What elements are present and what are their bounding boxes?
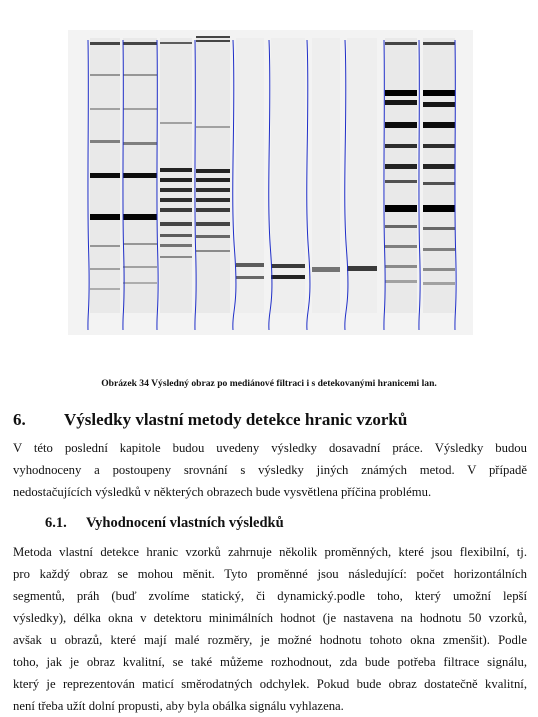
- gel-band: [196, 222, 230, 226]
- subsection-title: Vyhodnocení vlastních výsledků: [86, 515, 284, 531]
- gel-band: [196, 235, 230, 238]
- gel-band: [196, 208, 230, 212]
- lane-body: [423, 38, 455, 313]
- gel-band: [385, 180, 417, 183]
- gel-band: [160, 122, 192, 124]
- gel-band: [160, 234, 192, 237]
- paragraph-line: avšak u obrazů, které mají malé rozměry, je možné hodnotu tohoto okna zmenšit). Podle: [13, 633, 527, 647]
- gel-band: [196, 188, 230, 192]
- gel-band: [160, 198, 192, 202]
- gel-band: [347, 266, 377, 271]
- gel-band: [423, 102, 455, 107]
- gel-band: [123, 142, 157, 145]
- gel-band: [423, 282, 455, 285]
- gel-band: [196, 198, 230, 202]
- gel-band: [385, 42, 417, 45]
- gel-band: [90, 108, 120, 110]
- gel-band: [160, 178, 192, 182]
- gel-band: [423, 248, 455, 251]
- gel-band: [423, 90, 455, 96]
- paragraph-line: který je reprezentován maticí směrodatných odchylek. Pokud bude obraz dostatečně kvalitní,: [13, 677, 527, 691]
- gel-band: [385, 122, 417, 128]
- paragraph-line: pro každý obraz se mohou měnit. Tyto proměnné jsou následující: počet horizontálních: [13, 567, 527, 581]
- gel-band: [385, 205, 417, 212]
- gel-band: [160, 256, 192, 258]
- subsection-paragraph: [13, 541, 527, 717]
- gel-band: [196, 40, 230, 42]
- gel-electrophoresis-figure: [68, 30, 473, 335]
- gel-band: [385, 245, 417, 248]
- gel-band: [423, 144, 455, 148]
- paragraph-line: vyhodnoceny a postoupeny srovnání s výsledky jiných známých metod. V případě: [13, 463, 527, 477]
- gel-band: [160, 222, 192, 226]
- gel-band: [123, 243, 157, 245]
- gel-band: [236, 263, 264, 267]
- gel-band: [423, 182, 455, 185]
- gel-band: [90, 268, 120, 270]
- gel-band: [90, 245, 120, 247]
- paragraph-line: nedostačujících výsledků v některých obrazech bude vysvětlena příčina problému.: [13, 485, 432, 499]
- gel-band: [90, 288, 120, 290]
- gel-band: [271, 275, 305, 279]
- gel-band: [385, 265, 417, 268]
- lane-body: [271, 38, 305, 313]
- gel-band: [196, 36, 230, 38]
- gel-band: [160, 42, 192, 44]
- gel-band: [423, 227, 455, 230]
- gel-band: [196, 126, 230, 128]
- gel-band: [423, 42, 455, 45]
- section-title: Výsledky vlastní metody detekce hranic vzorků: [64, 410, 408, 429]
- paragraph-line: Metoda vlastní detekce hranic vzorků zahrnuje několik proměnných, které jsou flexibilní, tj.: [13, 545, 527, 559]
- lane-body: [160, 38, 192, 313]
- gel-band: [123, 108, 157, 110]
- gel-band: [123, 173, 157, 178]
- section-number: 6.: [13, 410, 26, 429]
- paragraph-line: V této poslední kapitole budou uvedeny výsledky dosavadní práce. Výsledky budou: [13, 441, 527, 455]
- paragraph-line: výsledky), délka okna v detektoru minimálních hodnot (je nastavena na hodnotu 50 vzorků,: [13, 611, 527, 625]
- section-heading: [13, 410, 407, 430]
- gel-band: [160, 188, 192, 192]
- lane-body: [196, 38, 230, 313]
- gel-band: [90, 42, 120, 45]
- lane-body: [385, 38, 417, 313]
- gel-band: [196, 250, 230, 252]
- gel-band: [385, 90, 417, 96]
- subsection-heading: [45, 515, 284, 532]
- gel-image: [68, 30, 473, 335]
- paragraph-line: není třeba užít dolní propusti, aby byla obálka signálu vyhlazena.: [13, 699, 344, 713]
- gel-band: [196, 178, 230, 182]
- subsection-number: 6.1.: [45, 515, 67, 531]
- gel-band: [385, 225, 417, 228]
- gel-band: [90, 140, 120, 143]
- gel-band: [385, 164, 417, 169]
- gel-band: [123, 214, 157, 220]
- figure-caption: Obrázek 34 Výsledný obraz po mediánové filtraci i s detekovanými hranicemi lan.: [101, 378, 437, 389]
- gel-band: [90, 214, 120, 220]
- gel-band: [160, 208, 192, 212]
- gel-band: [160, 168, 192, 172]
- gel-band: [385, 280, 417, 283]
- gel-band: [423, 122, 455, 128]
- gel-band: [423, 268, 455, 271]
- lane-body: [236, 38, 264, 313]
- gel-band: [423, 164, 455, 169]
- gel-band: [271, 264, 305, 268]
- gel-band: [123, 42, 157, 45]
- gel-band: [90, 173, 120, 178]
- gel-band: [123, 282, 157, 284]
- gel-band: [160, 244, 192, 247]
- gel-band: [236, 276, 264, 279]
- lane-body: [347, 38, 377, 313]
- gel-band: [423, 205, 455, 212]
- gel-band: [312, 267, 340, 272]
- gel-band: [123, 74, 157, 76]
- gel-band: [123, 266, 157, 268]
- gel-band: [196, 169, 230, 173]
- paragraph-line: segmentů, práh (buď zvolíme statický, či dynamický.podle toho, který umožní lepší: [13, 589, 527, 603]
- paragraph-line: toho, jak je obraz kvalitní, se také můžeme rozhodnout, zda bude potřeba filtrace signálu,: [13, 655, 527, 669]
- gel-band: [385, 100, 417, 105]
- gel-band: [90, 74, 120, 76]
- section-paragraph: [13, 437, 527, 503]
- gel-band: [385, 144, 417, 148]
